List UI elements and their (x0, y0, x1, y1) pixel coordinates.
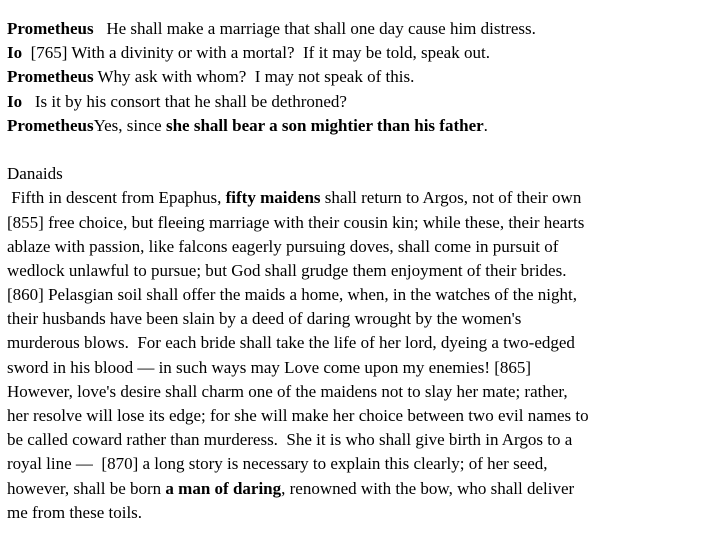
speaker-name: Io (7, 91, 23, 111)
blank-line (7, 138, 719, 162)
dialogue-text: [765] With a divinity or with a mortal? If it may be told, speak out. (30, 43, 490, 63)
dialogue-text: Is it by his consort that he shall be dethroned? (34, 91, 347, 111)
paragraph-line (7, 186, 719, 210)
paragraph-text: [855] free choice, but fleeing marriage with their cousin kin; while these, their hearts (7, 212, 585, 232)
dialogue-line (7, 17, 719, 41)
paragraph-line (7, 404, 719, 428)
paragraph-line (7, 283, 719, 307)
dialogue-block (7, 17, 719, 138)
paragraph-line (7, 331, 719, 355)
paragraph-text: wedlock unlawful to pursue; but God shall grudge them enjoyment of their brides. (7, 260, 567, 280)
dialogue-text: . (483, 115, 488, 135)
dialogue-text: Why ask with whom? I may not speak of this. (97, 67, 415, 87)
paragraph-line (7, 235, 719, 259)
paragraph-line (7, 452, 719, 476)
paragraph-line (7, 259, 719, 283)
speaker-name: Io (7, 43, 23, 63)
speaker-name: Prometheus (7, 19, 94, 38)
dialogue-text: He shall make a marriage that shall one day cause him distress. (106, 19, 536, 38)
paragraph-text: However, love's desire shall charm one of the maidens not to slay her mate; rather, (7, 381, 568, 401)
speaker-gap (22, 92, 35, 111)
paragraph-line (7, 211, 719, 235)
paragraph-text: me from these toils. (7, 502, 143, 522)
paragraph-line (7, 428, 719, 452)
paragraph-text: sword in his blood — in such ways may Love come upon my enemies! [865] (7, 357, 532, 377)
paragraph-line (7, 307, 719, 331)
dialogue-line (7, 41, 719, 65)
paragraph-text: , renowned with the bow, who shall deliver (281, 478, 575, 498)
paragraph-text: be called coward rather than murderess. She it is who shall give birth in Argos to a (7, 430, 573, 450)
dialogue-text: Yes, since (93, 115, 166, 135)
danaids-paragraph (7, 186, 719, 525)
speaker-gap (94, 19, 107, 38)
speaker-name: Prometheus (7, 67, 94, 87)
emphasized-text: she shall bear a son mightier than his father (165, 115, 484, 135)
speaker-gap (22, 43, 31, 62)
section-title: Danaids (7, 164, 63, 184)
document-text (7, 17, 719, 525)
paragraph-text: ablaze with passion, like falcons eagerly pursuing doves, shall come in pursuit of (7, 236, 559, 256)
paragraph-text: their husbands have been slain by a deed of daring wrought by the women's (7, 309, 522, 329)
paragraph-line (7, 356, 719, 380)
paragraph-line (7, 477, 719, 501)
emphasized-text: a man of daring (165, 478, 282, 498)
paragraph-text: her resolve will lose its edge; for she will make her choice between two evil names to (7, 406, 589, 425)
paragraph-text: Fifth in descent from Epaphus, (7, 188, 226, 208)
dialogue-line (7, 114, 719, 138)
paragraph-text: however, shall be born (7, 478, 166, 498)
paragraph-text: [860] Pelasgian soil shall offer the maids a home, when, in the watches of the night, (7, 285, 577, 305)
paragraph-line (7, 380, 719, 404)
paragraph-line (7, 501, 719, 525)
paragraph-text: royal line — [870] a long story is necessary to explain this clearly; of her seed, (7, 454, 548, 474)
emphasized-text: fifty maidens (225, 188, 321, 208)
dialogue-line (7, 65, 719, 89)
speaker-name: Prometheus (7, 115, 94, 135)
dialogue-line (7, 90, 719, 114)
paragraph-text: murderous blows. For each bride shall take the life of her lord, dyeing a two-edged (7, 333, 575, 353)
paragraph-text: shall return to Argos, not of their own (320, 188, 582, 208)
